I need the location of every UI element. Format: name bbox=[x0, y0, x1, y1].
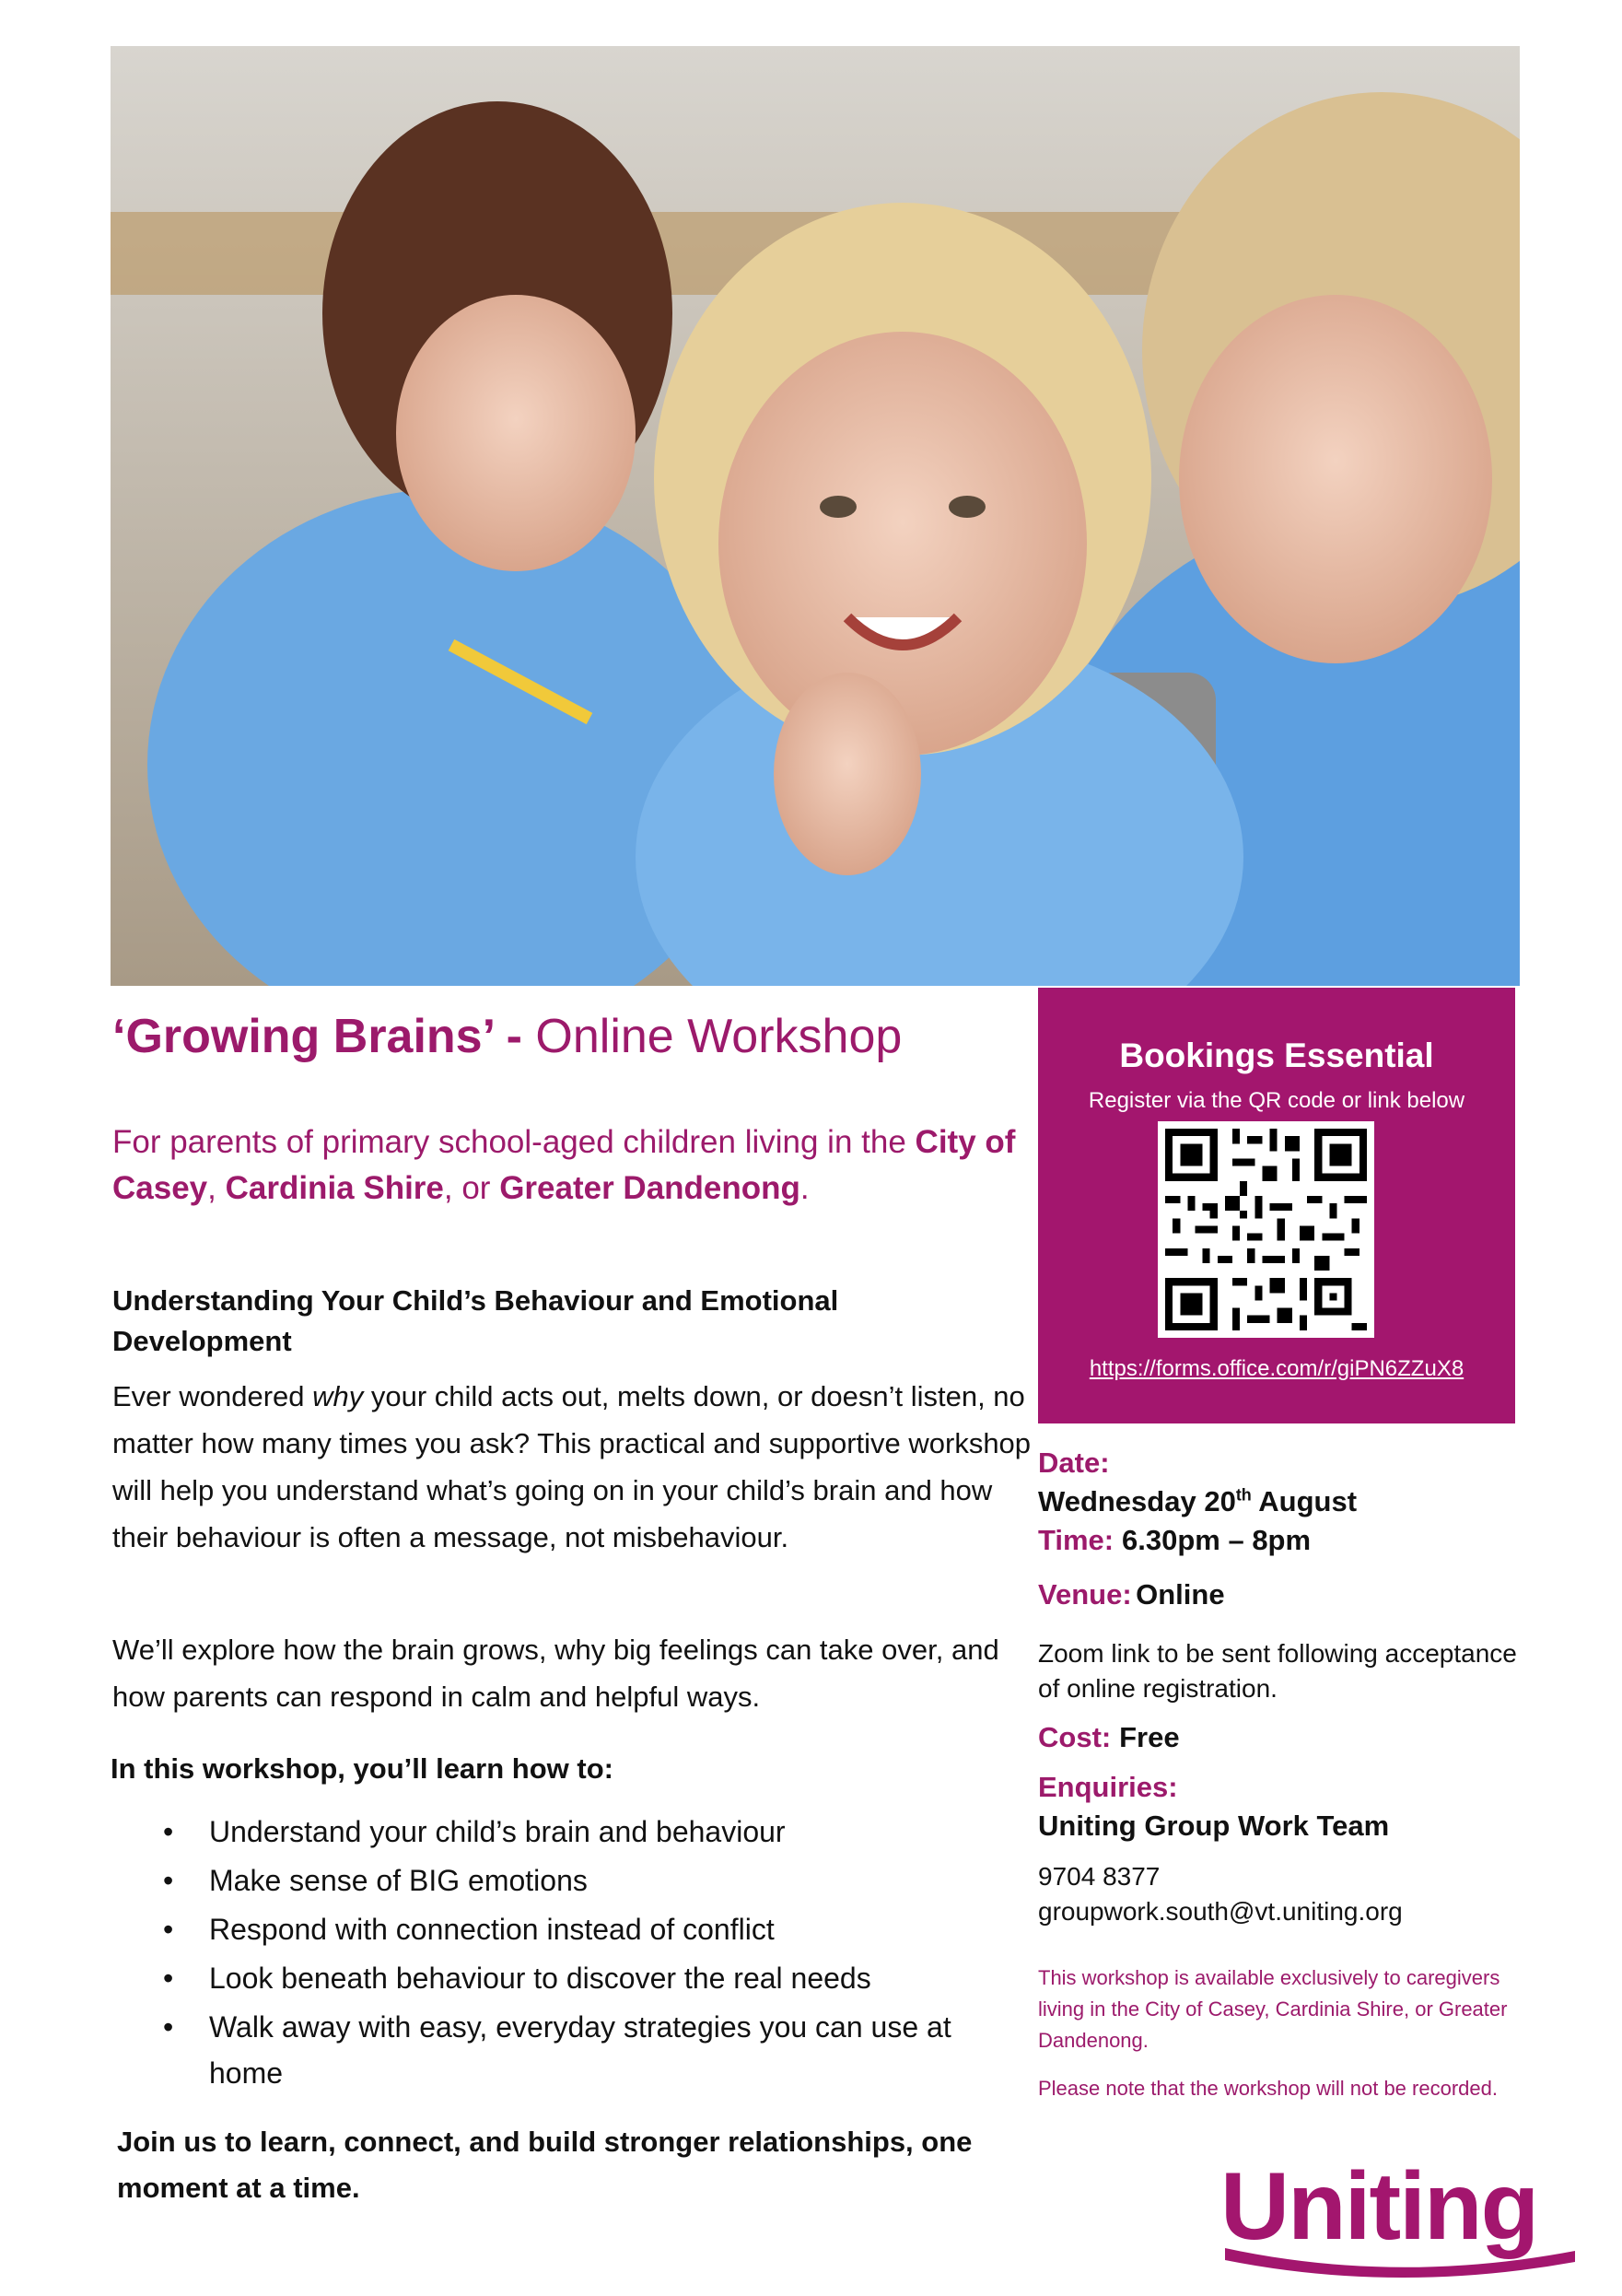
venue-row bbox=[1038, 1578, 1554, 1611]
zoom-note: Zoom link to be sent following acceptance of online registration. bbox=[1038, 1639, 1517, 1703]
eligibility-note: This workshop is available exclusively to caregivers living in the City of Casey, Cardinia Shire, or Greater Dandenong. bbox=[1038, 1966, 1508, 2052]
enquiries-label: Enquiries: bbox=[1038, 1771, 1178, 1803]
section-subheading: Understanding Your Child’s Behaviour and Emotional Development bbox=[112, 1284, 839, 1357]
audience-intro bbox=[112, 1119, 1043, 1212]
para1-before: Ever wondered bbox=[112, 1380, 313, 1412]
intro-sep2: , or bbox=[443, 1170, 500, 1206]
hero-photo bbox=[111, 46, 1520, 986]
logo-swoosh-icon bbox=[1220, 2243, 1580, 2280]
email-address[interactable]: groupwork.south@vt.uniting.org bbox=[1038, 1897, 1403, 1926]
cost-row bbox=[1038, 1721, 1554, 1754]
description-paragraph-1 bbox=[112, 1373, 1033, 1561]
closing-statement: Join us to learn, connect, and build stronger relationships, one moment at a time. bbox=[117, 2126, 973, 2204]
list-item: • Respond with connection instead of conflict bbox=[112, 1906, 997, 1952]
intro-end: . bbox=[799, 1170, 810, 1206]
uniting-logo bbox=[1220, 2153, 1580, 2276]
enquiries-team: Uniting Group Work Team bbox=[1038, 1810, 1390, 1842]
learn-heading: In this workshop, you’ll learn how to: bbox=[111, 1752, 613, 1785]
learn-list bbox=[112, 1809, 997, 2099]
list-item: • Look beneath behaviour to discover the real needs bbox=[112, 1955, 997, 2001]
intro-cardinia: Cardinia Shire bbox=[225, 1170, 444, 1206]
date-block bbox=[1038, 1447, 1554, 1557]
booking-panel bbox=[1038, 988, 1515, 1423]
qr-code-icon[interactable] bbox=[1158, 1121, 1374, 1338]
venue-label: Venue: bbox=[1038, 1578, 1132, 1611]
venue-value: Online bbox=[1136, 1578, 1225, 1611]
registration-link[interactable]: https://forms.office.com/r/giPN6ZZuX8 bbox=[1089, 1356, 1464, 1381]
time-value: 6.30pm – 8pm bbox=[1122, 1524, 1312, 1556]
phone-number: 9704 8377 bbox=[1038, 1862, 1161, 1891]
logo-wordmark: Uniting bbox=[1220, 2153, 1538, 2260]
time-row bbox=[1038, 1524, 1554, 1557]
intro-sep1: , bbox=[207, 1170, 226, 1206]
intro-casey: City of Casey bbox=[112, 1124, 1016, 1206]
time-label: Time: bbox=[1038, 1524, 1114, 1556]
date-label: Date: bbox=[1038, 1447, 1110, 1479]
booking-subtext: Register via the QR code or link below bbox=[1088, 1088, 1465, 1113]
booking-heading: Bookings Essential bbox=[1119, 1037, 1434, 1074]
para1-after: your child acts out, melts down, or doesn’t listen, no matter how many times you ask? This practical and supportive workshop will help you understand what’s going on in your child’s brain and how their behaviour is often a message, not misbehaviour. bbox=[112, 1380, 1032, 1553]
intro-dandenong: Greater Dandenong bbox=[499, 1170, 800, 1206]
date-day: Wednesday 20 bbox=[1038, 1485, 1236, 1517]
title-rest: Online Workshop bbox=[521, 1010, 903, 1063]
title-bold: ‘Growing Brains’ - bbox=[112, 1010, 522, 1063]
workshop-title bbox=[112, 1009, 1033, 1064]
description-paragraph-2: We’ll explore how the brain grows, why big feelings can take over, and how parents can respond in calm and helpful ways. bbox=[112, 1634, 999, 1713]
date-sup: th bbox=[1235, 1485, 1252, 1505]
enquiries-block bbox=[1038, 1771, 1554, 1929]
intro-line: For parents of primary school-aged children living in the bbox=[112, 1124, 906, 1160]
date-value bbox=[1038, 1485, 1554, 1518]
recording-note: Please note that the workshop will not be recorded. bbox=[1038, 2077, 1498, 2100]
date-month: August bbox=[1251, 1485, 1358, 1517]
list-item: • Make sense of BIG emotions bbox=[112, 1857, 997, 1904]
cost-label: Cost: bbox=[1038, 1721, 1112, 1753]
list-item: • Understand your child’s brain and behaviour bbox=[112, 1809, 997, 1855]
para1-emphasis: why bbox=[312, 1380, 364, 1412]
cost-value: Free bbox=[1119, 1721, 1180, 1753]
list-item: • Walk away with easy, everyday strategies you can use at home bbox=[112, 2004, 997, 2096]
